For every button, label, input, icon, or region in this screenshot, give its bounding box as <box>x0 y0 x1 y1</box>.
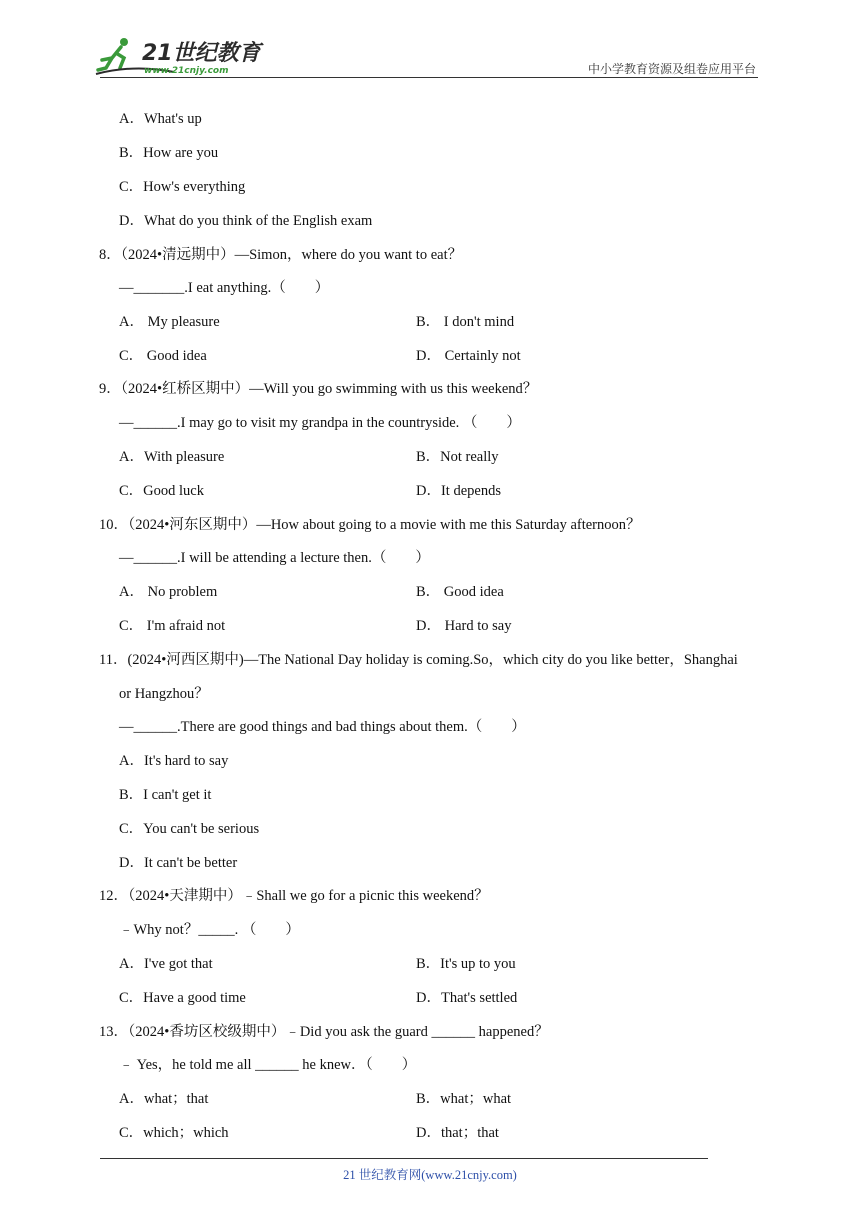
q12-option-d: D．That's settled <box>416 990 518 1006</box>
q11-stem: 11．(2024•河西区期中)—The National Day holiday is coming.So，which city do you like better，Shanghai <box>99 652 738 668</box>
platform-name: 中小学教育资源及组卷应用平台 <box>587 62 756 76</box>
footer-divider <box>100 1158 708 1159</box>
logo-sub-text: www.21cnjy.com <box>144 66 229 76</box>
site-logo <box>94 34 264 78</box>
q9-option-b: B．Not really <box>416 449 499 465</box>
q11-option-a: A．It's hard to say <box>119 753 229 769</box>
q12-option-b: B．It's up to you <box>416 956 516 972</box>
q13-option-d: D．that；that <box>416 1125 499 1141</box>
q7-option-c: C．How's everything <box>119 179 246 195</box>
q12-option-c: C．Have a good time <box>119 990 246 1006</box>
q11-option-b: B．I can't get it <box>119 787 212 803</box>
q13-stem: 13．（2024•香坊区校级期中）﹣Did you ask the guard ______ happened？ <box>99 1024 549 1040</box>
q8-option-d: D． Certainly not <box>416 348 521 364</box>
q13-option-b: B．what；what <box>416 1091 512 1107</box>
q8-option-b: B． I don't mind <box>416 314 515 330</box>
q11-stem-continued: or Hangzhou？ <box>119 686 209 702</box>
q10-option-d: D． Hard to say <box>416 618 512 634</box>
page-footer: 21 世纪教育网(www.21cnjy.com) <box>343 1168 517 1182</box>
q10-stem: 10．（2024•河东区期中）—How about going to a movie with me this Saturday afternoon？ <box>99 517 641 533</box>
q13-option-c: C．which；which <box>119 1125 229 1141</box>
q11-option-c: C．You can't be serious <box>119 821 260 837</box>
q10-option-a: A． No problem <box>119 584 218 600</box>
q9-option-a: A．With pleasure <box>119 449 225 465</box>
q10-option-b: B． Good idea <box>416 584 504 600</box>
q9-stem: 9．（2024•红桥区期中）—Will you go swimming with us this weekend？ <box>99 381 538 397</box>
q10-answer-line: —______.I will be attending a lecture then.（ ） <box>119 550 430 566</box>
q7-option-a: A．What's up <box>119 111 202 127</box>
q11-answer-line: —______.There are good things and bad things about them.（ ） <box>119 719 526 735</box>
q8-option-a: A． My pleasure <box>119 314 220 330</box>
q7-option-b: B．How are you <box>119 145 219 161</box>
q9-answer-line: —______.I may go to visit my grandpa in the countryside. （ ） <box>119 415 521 431</box>
q9-option-c: C．Good luck <box>119 483 204 499</box>
q7-option-d: D．What do you think of the English exam <box>119 213 373 229</box>
q11-option-d: D．It can't be better <box>119 855 238 871</box>
q12-stem: 12．（2024•天津期中）﹣Shall we go for a picnic this weekend？ <box>99 888 489 904</box>
q10-option-c: C． I'm afraid not <box>119 618 226 634</box>
q13-option-a: A．what；that <box>119 1091 209 1107</box>
q12-option-a: A．I've got that <box>119 956 213 972</box>
q9-option-d: D．It depends <box>416 483 501 499</box>
q8-stem: 8．（2024•清远期中）—Simon，where do you want to eat？ <box>99 247 463 263</box>
q13-answer-line: ﹣ Yes，he told me all ______ he knew．（ ） <box>119 1057 417 1073</box>
q12-answer-line: ﹣Why not？_____. （ ） <box>119 922 300 938</box>
page-header <box>0 0 860 80</box>
header-divider <box>100 77 758 78</box>
q8-answer-line: —_______.I eat anything.（ ） <box>119 280 330 296</box>
logo-main-text: 21世纪教育 <box>142 41 261 66</box>
q8-option-c: C． Good idea <box>119 348 207 364</box>
